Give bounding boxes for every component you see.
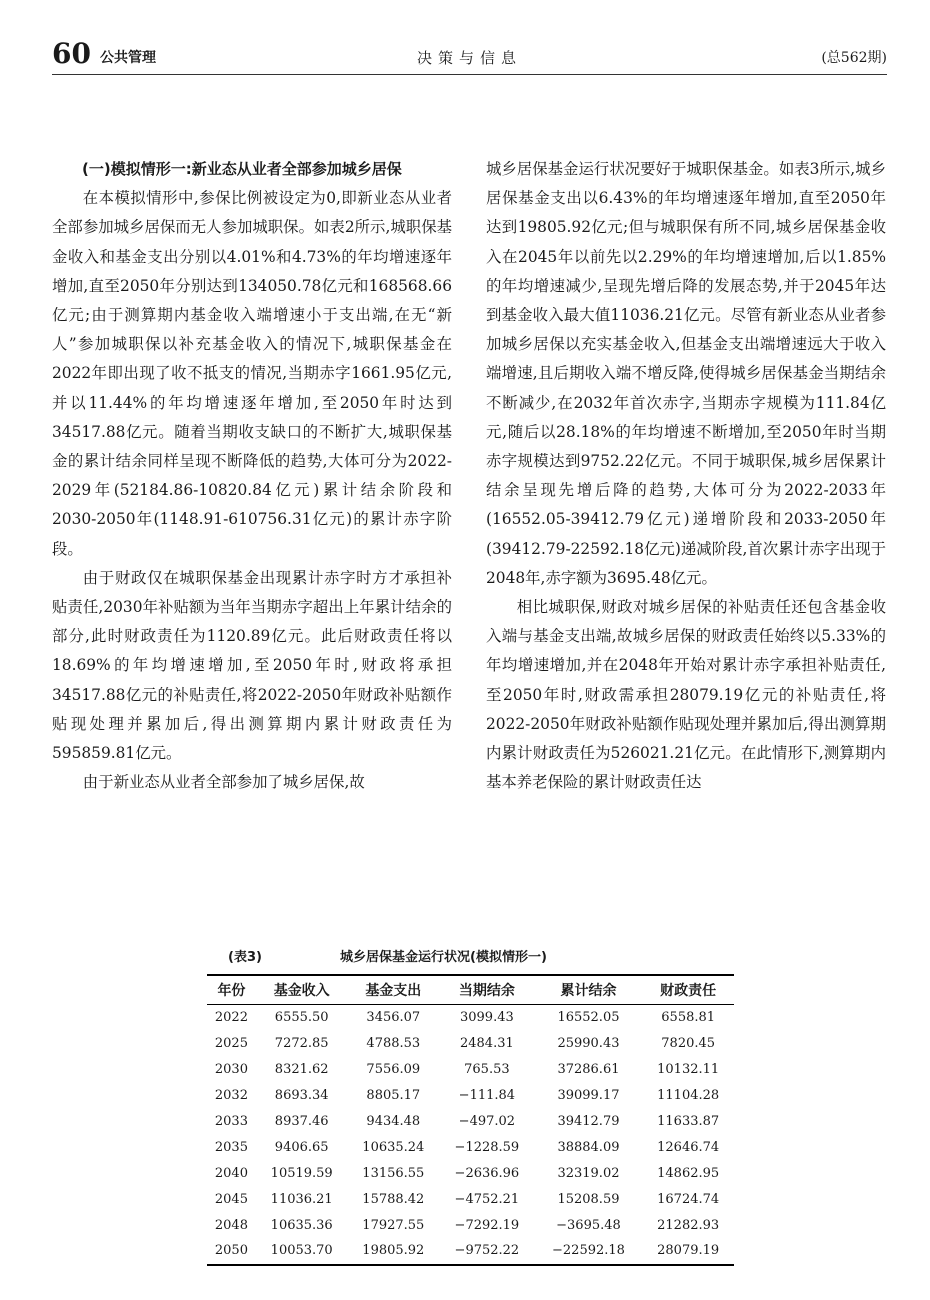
table-cell: 11104.28 [657,1088,720,1104]
table-cell: −2636.96 [454,1165,520,1181]
table-row [207,1238,734,1265]
table-cell: 10053.70 [256,1238,348,1265]
table-cell: −9752.22 [439,1238,535,1265]
table-cell: 21282.93 [657,1217,720,1233]
table-row [207,1109,734,1135]
table-cell: 6555.50 [274,1010,329,1026]
paragraph: 城乡居保基金运行状况要好于城职保基金。如表3所示,城乡居保基金支出以6.43%的年均增速逐年增加,直至2050年达到19805.92亿元;但与城职保有所不同,城乡居保基金收入在2045年以前先以2.29%的年均增速增加,后以1.85%的年均增速减少,呈现先增后降的发展态势,并于2045年达到基金收入最大值11036.21亿元。尽管有新业态从业者参加城乡居保以充实基金收入,但基金支出端增速远大于收入端增速,且后期收入端不增反降,使得城乡居保基金当期结余不断减少,在2032年首次赤字,当期赤字规模为111.84亿元,随后以28.18%的年均增速不断增加,至2050年时当期赤字规模达到9752.22亿元。不同于城职保,城乡居保累计结余呈现先增后降的趋势,大体可分为2022-2033年(16552.05-39412.79亿元)递增阶段和2033-2050年(39412.79-22592.18亿元)递减阶段,首次累计赤字出现于2048年,赤字额为3695.48亿元。 [486,160,886,587]
table-cell: 39412.79 [557,1114,620,1129]
table-cell: 8693.34 [274,1088,329,1104]
page-number: 60 [52,37,91,70]
table-cell: 10132.11 [657,1062,720,1078]
table-cell: 7272.85 [274,1036,329,1052]
column-header: 当期结余 [439,975,535,1005]
table-cell: 15788.42 [362,1191,425,1207]
table-row [207,1005,734,1031]
paragraph: 相比城职保,财政对城乡居保的补贴责任还包含基金收入端与基金支出端,故城乡居保的财政责任始终以5.33%的年均增速增加,并在2048年开始对累计赤字承担补贴责任,至2050年时,财政需承担28079.19亿元的补贴责任,将2022-2050年财政补贴额作贴现处理并累加后,得出测算期内累计财政责任为526021.21亿元。在此情形下,测算期内基本养老保险的累计财政责任达 [486,598,886,792]
table-cell: 3099.43 [459,1010,514,1026]
page-header [52,38,887,72]
table-row [207,1212,734,1238]
paragraph: 由于新业态从业者全部参加了城乡居保,故 [82,773,365,792]
table-row [207,1160,734,1186]
table-cell: 15208.59 [557,1191,620,1207]
table-row [207,1031,734,1057]
table-cell: 37286.61 [557,1062,620,1078]
table-cell: −111.84 [458,1088,516,1104]
table-cell: 7556.09 [366,1062,421,1078]
table-cell: 17927.55 [362,1217,425,1233]
table-row [207,1186,734,1212]
column-header: 财政责任 [642,975,734,1005]
table-header-row [207,975,734,1005]
subsection-heading: (一)模拟情形一:新业态从业者全部参加城乡居保 [82,160,402,178]
column-header: 累计结余 [535,975,643,1005]
table-cell: 2030 [214,1062,248,1078]
table-cell: 2484.31 [459,1036,514,1052]
table-cell: 28079.19 [642,1238,734,1265]
right-column [486,155,886,797]
left-column [52,155,452,797]
table-cell: 8805.17 [366,1088,421,1104]
table-cell: 12646.74 [657,1139,720,1155]
table-cell: −4752.21 [454,1191,520,1207]
table-cell: 8937.46 [274,1114,329,1129]
table-cell: 2050 [207,1238,256,1265]
table-cell: 11633.87 [657,1114,720,1129]
table-cell: 38884.09 [557,1139,620,1155]
table-cell: 32319.02 [557,1165,620,1181]
journal-title: 决策与信息 [416,49,522,67]
table-cell: 2022 [214,1010,248,1026]
table-cell: −22592.18 [535,1238,643,1265]
table-cell: 2040 [214,1165,248,1181]
table-cell: 3456.07 [366,1010,421,1026]
table-cell: 2045 [214,1191,248,1207]
table-cell: 19805.92 [348,1238,440,1265]
section-title: 公共管理 [100,50,156,66]
table-cell: 2035 [214,1139,248,1155]
table-cell: 10519.59 [270,1165,333,1181]
table-cell: −1228.59 [454,1139,520,1155]
table-cell: 2048 [214,1217,248,1233]
table-cell: 10635.24 [362,1139,425,1155]
table-row [207,1083,734,1109]
paragraph: 由于财政仅在城职保基金出现累计赤字时方才承担补贴责任,2030年补贴额为当年当期赤字超出上年累计结余的部分,此时财政责任为1120.89亿元。此后财政责任将以18.69%的年均增速增加,至2050年时,财政将承担34517.88亿元的补贴责任,将2022-2050年财政补贴额作贴现处理并累加后,得出测算期内累计财政责任为595859.81亿元。 [52,568,452,763]
table-number: (表3) [228,950,262,965]
table-cell: 25990.43 [557,1036,620,1052]
table-cell: 7820.45 [661,1036,716,1052]
column-header: 基金支出 [348,975,440,1005]
table-cell: 2033 [214,1114,248,1129]
table-cell: 14862.95 [657,1165,720,1181]
header-rule [52,74,887,75]
table-cell: 2025 [214,1036,248,1052]
table-cell: −7292.19 [454,1217,520,1233]
table-row [207,1057,734,1083]
table-cell: 765.53 [464,1062,510,1078]
table-cell: 9434.48 [366,1114,421,1129]
table-cell: 16552.05 [557,1010,620,1026]
table-cell: 16724.74 [657,1191,720,1207]
table-cell: 39099.17 [557,1088,620,1104]
paragraph: 在本模拟情形中,参保比例被设定为0,即新业态从业者全部参加城乡居保而无人参加城职保。如表2所示,城职保基金收入和基金支出分别以4.01%和4.73%的年均增速逐年增加,直至2050年分别达到134050.78亿元和168568.66亿元;由于测算期内基金收入端增速小于支出端,在无“新人”参加城职保以补充基金收入的情况下,城职保基金在2022年即出现了收不抵支的情况,当期赤字1661.95亿元,并以11.44%的年均增速逐年增加,至2050年时达到34517.88亿元。随着当期收支缺口的不断扩大,城职保基金的累计结余同样呈现不断降低的趋势,大体可分为2022-2029年(52184.86-10820.84亿元)累计结余阶段和2030-2050年(1148.91-610756.31亿元)的累计赤字阶段。 [52,189,452,558]
table-title: 城乡居保基金运行状况(模拟情形一) [340,950,547,965]
table-cell: −3695.48 [556,1217,621,1233]
issue-number: (总562期) [821,50,887,66]
table-row [207,1134,734,1160]
table-cell: 11036.21 [270,1191,333,1207]
table-cell: −497.02 [458,1114,516,1129]
column-header: 基金收入 [256,975,348,1005]
data-table [207,974,734,1266]
table-cell: 8321.62 [274,1062,329,1078]
column-header: 年份 [207,975,256,1005]
table-cell: 9406.65 [274,1139,329,1155]
table-cell: 2032 [214,1088,248,1104]
table-cell: 6558.81 [661,1010,716,1026]
table-cell: 10635.36 [270,1217,333,1233]
table-cell: 13156.55 [362,1165,425,1181]
table-cell: 4788.53 [366,1036,421,1052]
